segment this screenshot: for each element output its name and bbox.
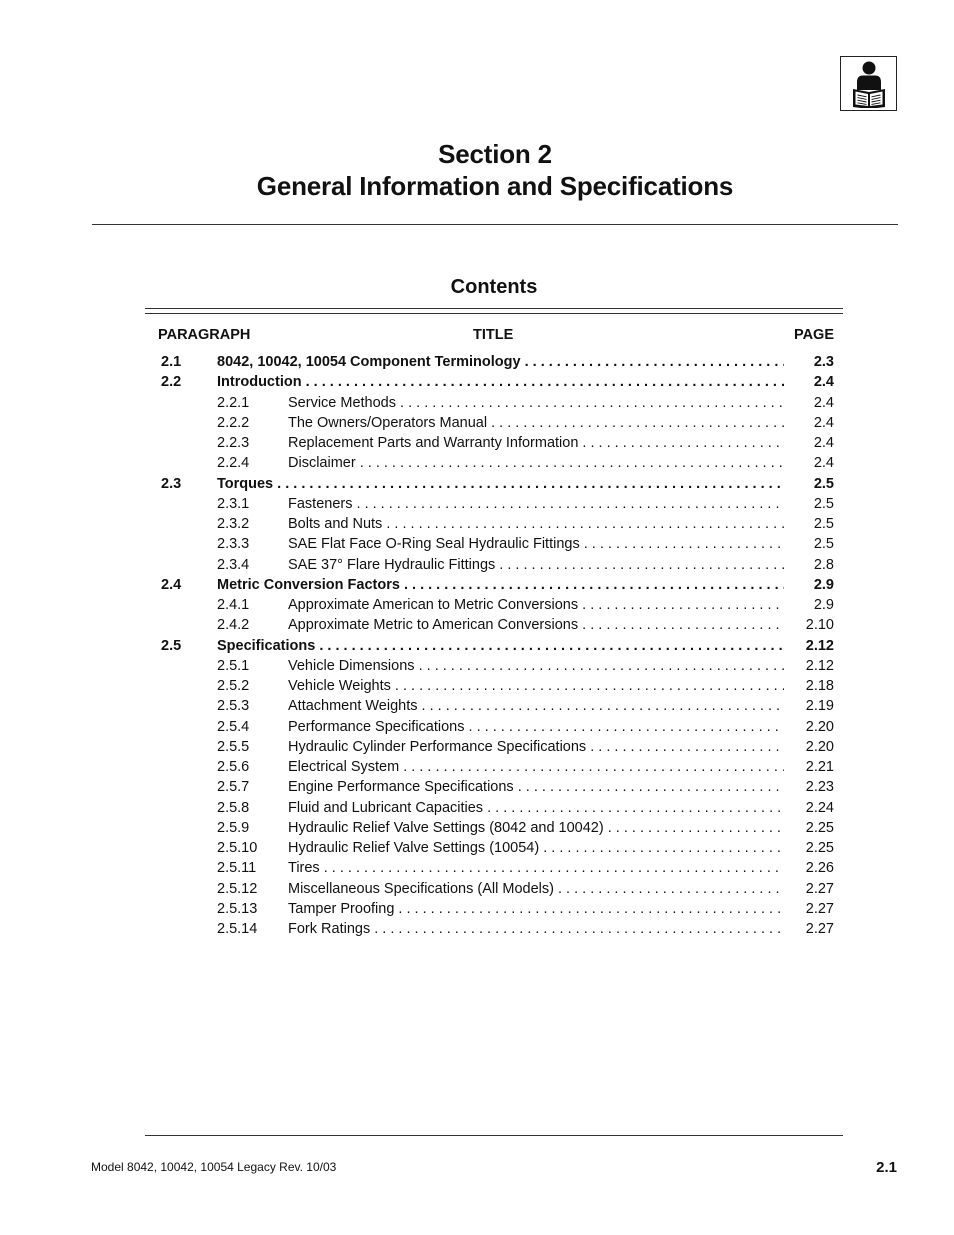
toc-entry-number: 2.4.2: [217, 617, 250, 634]
paragraph-column-header: PARAGRAPH: [158, 327, 251, 343]
toc-entry-page: 2.5: [813, 495, 834, 512]
toc-entry[interactable]: [0, 696, 954, 716]
section-title: General Information and Specifications: [256, 171, 734, 201]
toc-entry[interactable]: [0, 879, 954, 899]
title-column-header: TITLE: [473, 327, 514, 343]
toc-entry-number: 2.3.1: [217, 495, 250, 512]
toc-entry-title: Miscellaneous Specifications (All Models) . . .: [288, 879, 784, 899]
manual-reader-icon-frame: [840, 56, 897, 111]
toc-entry-title: Fluid and Lubricant Capacities . . .: [288, 798, 784, 818]
toc-entry-number: 2.5.2: [217, 678, 250, 694]
toc-entry[interactable]: [0, 453, 954, 473]
toc-entry-number: 2.3.4: [217, 556, 250, 573]
toc-entry-title: The Owners/Operators Manual . . .: [288, 413, 784, 433]
toc-entry-number: 2.5.10: [217, 840, 258, 856]
toc-entry-number: 2.5.13: [217, 900, 258, 917]
toc-entry[interactable]: [0, 717, 954, 737]
toc-entry-page: 2.21: [805, 759, 834, 775]
toc-entry-page: 2.4: [813, 435, 834, 451]
toc-entry-title: Approximate American to Metric Conversions . . .: [288, 595, 784, 615]
toc-entry[interactable]: [0, 413, 954, 433]
toc-entry-number: 2.5.5: [217, 738, 250, 755]
page-column-header: PAGE: [793, 327, 834, 343]
toc-entry-number: 2.5.4: [217, 718, 250, 735]
toc-entry-title: Vehicle Dimensions . . .: [288, 656, 784, 676]
toc-entry-title: Fasteners . . .: [288, 494, 784, 514]
title-divider: [92, 224, 898, 225]
toc-entry-number: 2.5.9: [217, 819, 250, 836]
toc-entry-page: 2.8: [813, 556, 834, 573]
toc-entry-number: 2.5.8: [217, 799, 250, 816]
toc-entry-page: 2.25: [805, 840, 834, 856]
section-label: Section 2: [438, 139, 552, 169]
toc-entry[interactable]: [0, 433, 954, 453]
toc-entry[interactable]: [0, 595, 954, 615]
toc-entry-page: 2.24: [805, 799, 834, 816]
toc-entry-page: 2.10: [805, 617, 834, 634]
table-of-contents: [0, 352, 954, 939]
toc-entry-number: 2.2.1: [217, 394, 250, 411]
toc-entry-page: 2.27: [805, 900, 834, 917]
toc-entry-title: Disclaimer . . .: [288, 453, 784, 473]
toc-entry-title: Introduction . . .: [217, 372, 784, 392]
toc-entry-number: 2.4.1: [217, 597, 250, 613]
toc-entry-number: 2.2.2: [217, 414, 250, 431]
toc-entry-page: 2.3: [813, 354, 834, 370]
toc-entry-title: Hydraulic Relief Valve Settings (8042 and 10042) . . .: [288, 818, 784, 838]
toc-entry[interactable]: [0, 838, 954, 858]
toc-entry[interactable]: [0, 676, 954, 696]
toc-entry-title: 8042, 10042, 10054 Component Terminology . . .: [217, 352, 784, 372]
toc-entry[interactable]: [0, 858, 954, 878]
toc-entry[interactable]: [0, 615, 954, 635]
toc-entry-number: 2.5.7: [217, 779, 250, 796]
toc-entry-number: 2.5.6: [217, 759, 250, 775]
toc-entry[interactable]: [0, 818, 954, 838]
toc-entry-page: 2.27: [805, 921, 834, 937]
toc-entry-page: 2.4: [813, 455, 834, 472]
toc-entry[interactable]: [0, 575, 954, 595]
toc-entry[interactable]: [0, 757, 954, 777]
toc-entry[interactable]: [0, 636, 954, 656]
toc-entry-title: SAE Flat Face O-Ring Seal Hydraulic Fittings . . .: [288, 534, 784, 554]
toc-entry-title: Engine Performance Specifications . . .: [288, 777, 784, 797]
toc-entry-page: 2.26: [805, 860, 834, 877]
toc-entry-number: 2.2.3: [217, 435, 250, 451]
toc-entry-title: Service Methods . . .: [288, 393, 784, 413]
toc-entry-page: 2.12: [805, 657, 834, 674]
footer-rule: [145, 1135, 843, 1136]
toc-entry-page: 2.20: [805, 738, 834, 755]
toc-entry-number: 2.3.2: [217, 516, 250, 532]
toc-entry-title: Replacement Parts and Warranty Information . . .: [288, 433, 784, 453]
toc-entry-page: 2.9: [813, 597, 834, 613]
toc-entry-title: Specifications . . .: [217, 636, 784, 656]
toc-entry[interactable]: [0, 372, 954, 392]
toc-entry-title: Attachment Weights . . .: [288, 696, 784, 716]
toc-entry[interactable]: [0, 352, 954, 372]
toc-entry[interactable]: [0, 777, 954, 797]
toc-entry-title: Vehicle Weights . . .: [288, 676, 784, 696]
manual-reader-icon: [850, 60, 888, 108]
toc-entry-page: 2.23: [805, 779, 834, 796]
toc-entry-page: 2.5: [813, 516, 834, 532]
footer-page-number: 2.1: [876, 1159, 897, 1176]
toc-entry-page: 2.25: [805, 819, 834, 836]
toc-entry-title: Approximate Metric to American Conversions . . .: [288, 615, 784, 635]
toc-entry-title: Bolts and Nuts . . .: [288, 514, 784, 534]
toc-entry[interactable]: [0, 919, 954, 939]
toc-entry-page: 2.5: [813, 475, 834, 492]
toc-entry[interactable]: [0, 494, 954, 514]
toc-entry-page: 2.5: [813, 536, 834, 553]
toc-entry-number: 2.3: [161, 475, 182, 492]
toc-entry-number: 2.5.11: [217, 860, 257, 877]
toc-entry-title: SAE 37° Flare Hydraulic Fittings . . .: [288, 555, 784, 575]
toc-entry[interactable]: [0, 899, 954, 919]
toc-entry-title: Electrical System . . .: [288, 757, 784, 777]
contents-top-rule: [145, 308, 843, 309]
toc-entry-number: 2.3.3: [217, 536, 250, 553]
toc-entry-title: Performance Specifications . . .: [288, 717, 784, 737]
toc-entry[interactable]: [0, 393, 954, 413]
toc-entry-number: 2.5.14: [217, 921, 258, 937]
toc-entry-page: 2.18: [805, 678, 834, 694]
contents-heading: Contents: [450, 276, 538, 298]
toc-entry-page: 2.20: [805, 718, 834, 735]
toc-entry-page: 2.27: [805, 880, 834, 897]
toc-entry-title: Fork Ratings . . .: [288, 919, 784, 939]
toc-entry-number: 2.5.1: [217, 657, 250, 674]
toc-entry[interactable]: [0, 474, 954, 494]
toc-entry-number: 2.1: [161, 354, 182, 370]
toc-entry[interactable]: [0, 798, 954, 818]
toc-entry-number: 2.2: [161, 374, 182, 391]
toc-entry-title: Tamper Proofing . . .: [288, 899, 784, 919]
toc-entry[interactable]: [0, 514, 954, 534]
toc-entry[interactable]: [0, 737, 954, 757]
toc-entry-number: 2.5.3: [217, 698, 250, 715]
toc-entry-number: 2.2.4: [217, 455, 250, 472]
toc-entry-number: 2.5.12: [217, 880, 258, 897]
toc-entry[interactable]: [0, 555, 954, 575]
toc-entry-number: 2.4: [161, 576, 182, 593]
contents-top-rule-second: [145, 313, 843, 314]
toc-entry-number: 2.5: [161, 637, 182, 654]
toc-entry-title: Hydraulic Cylinder Performance Specifications . . .: [288, 737, 784, 757]
toc-entry-page: 2.4: [813, 374, 834, 391]
toc-entry-page: 2.9: [813, 576, 834, 593]
toc-entry-title: Hydraulic Relief Valve Settings (10054) . . .: [288, 838, 784, 858]
section-title-block: [92, 138, 898, 202]
toc-entry-title: Torques . . .: [217, 474, 784, 494]
toc-entry-title: Metric Conversion Factors . . .: [217, 575, 784, 595]
toc-entry-page: 2.12: [805, 637, 834, 654]
toc-entry[interactable]: [0, 534, 954, 554]
toc-entry-page: 2.19: [805, 698, 834, 715]
toc-entry-page: 2.4: [813, 414, 834, 431]
toc-entry[interactable]: [0, 656, 954, 676]
toc-entry-page: 2.4: [813, 394, 834, 411]
footer-model-revision: Model 8042, 10042, 10054 Legacy Rev. 10/03: [91, 1160, 337, 1174]
toc-entry-title: Tires . . .: [288, 858, 784, 878]
